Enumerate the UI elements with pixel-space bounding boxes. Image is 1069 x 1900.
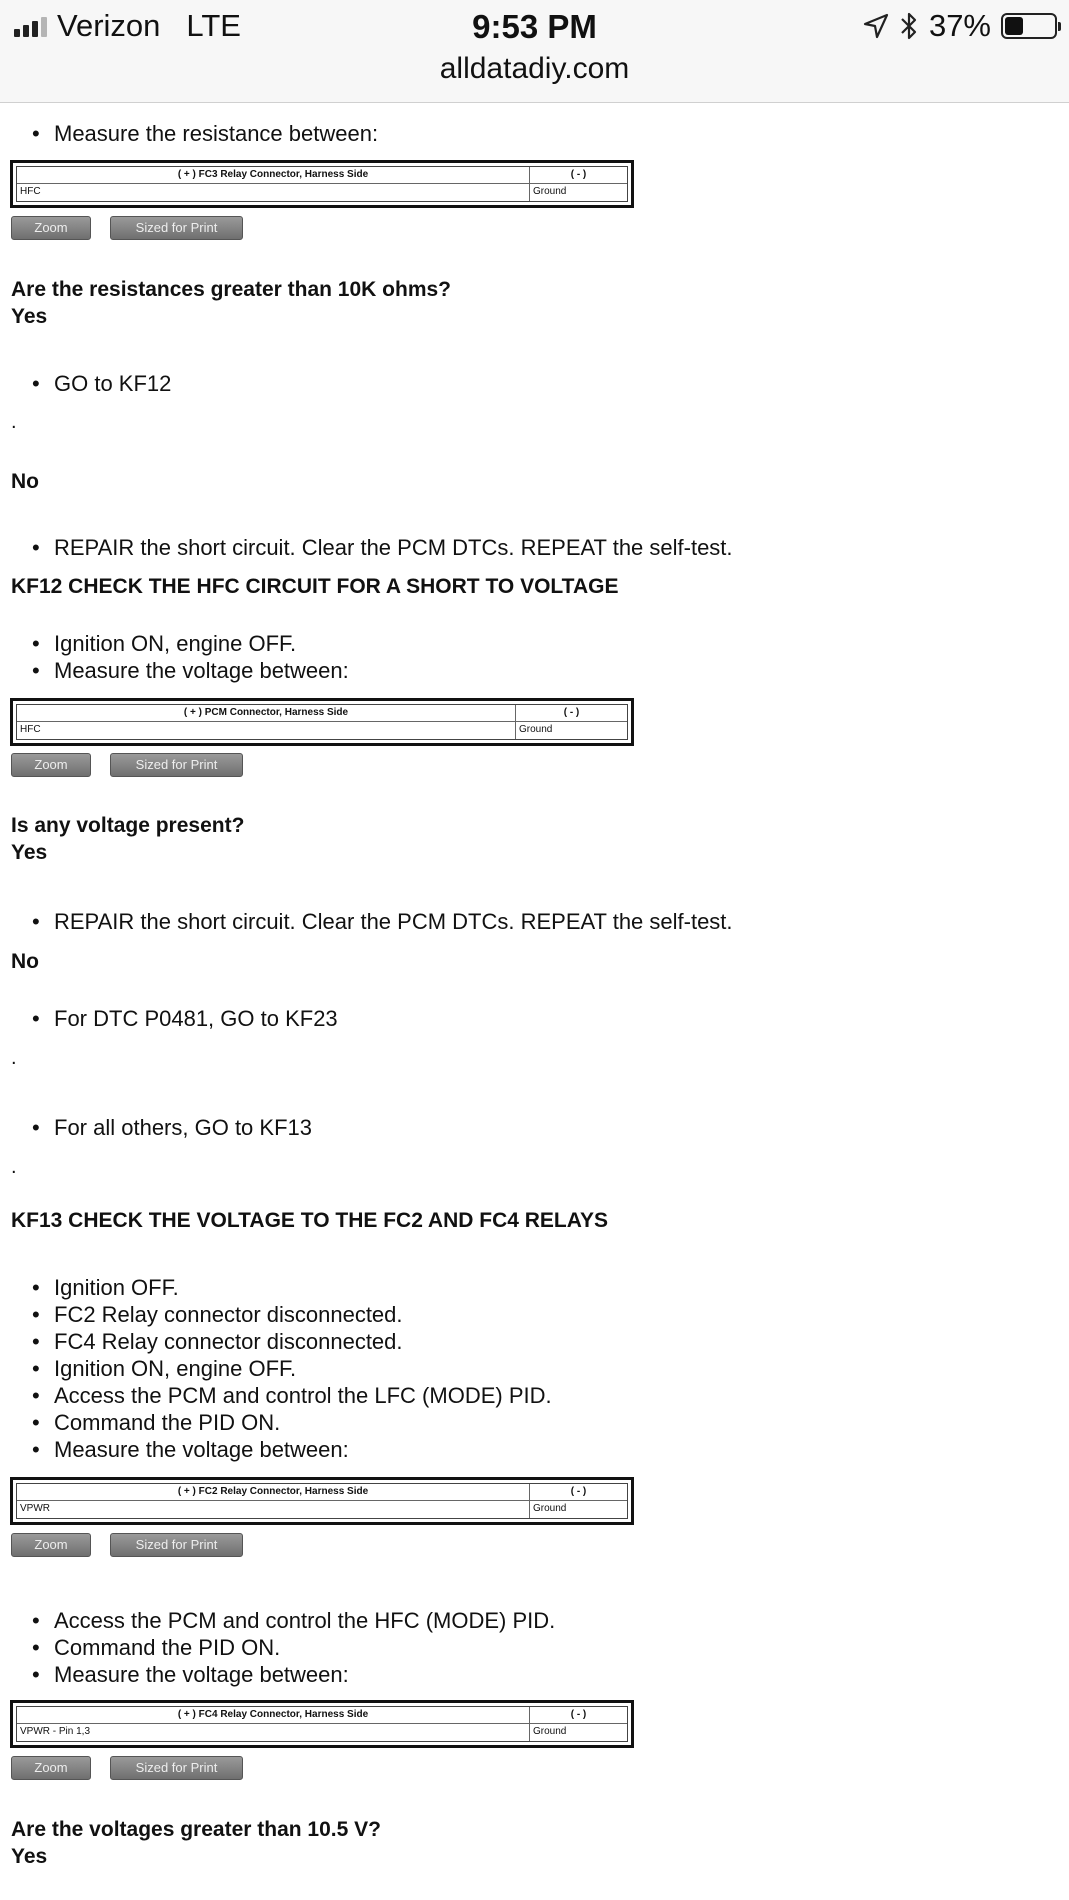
pinpoint-table-fc2 xyxy=(10,1477,634,1525)
table-cell: Ground xyxy=(533,1503,567,1514)
question: Is any voltage present? xyxy=(11,814,245,837)
list-item: • FC4 Relay connector disconnected. xyxy=(54,1328,403,1355)
list-item: • Command the PID ON. xyxy=(54,1409,280,1436)
answer-no: No xyxy=(11,950,39,973)
pinpoint-table-fc3 xyxy=(10,160,634,208)
table-header-negative: ( - ) xyxy=(563,707,580,718)
location-arrow-icon xyxy=(863,13,889,39)
list-item: • Access the PCM and control the LFC (MODE) PID. xyxy=(54,1382,552,1409)
question: Are the resistances greater than 10K ohms? xyxy=(11,278,451,301)
network-type: LTE xyxy=(186,8,241,43)
separator-dot: . xyxy=(11,1047,17,1069)
list-item: • FC2 Relay connector disconnected. xyxy=(54,1301,403,1328)
pinpoint-table-pcm xyxy=(10,698,634,746)
zoom-button[interactable]: Zoom xyxy=(11,753,91,777)
table-header-negative: ( - ) xyxy=(570,1486,587,1497)
list-item: • Ignition OFF. xyxy=(54,1274,179,1301)
table-cell: HFC xyxy=(17,722,516,739)
list-item: • Measure the resistance between: xyxy=(54,120,378,147)
zoom-button[interactable]: Zoom xyxy=(11,216,91,240)
battery-icon xyxy=(1001,13,1057,39)
list-item: • Measure the voltage between: xyxy=(54,657,349,684)
clock: 9:53 PM xyxy=(472,8,597,45)
table-header-negative: ( - ) xyxy=(570,1709,587,1720)
table-header-negative: ( - ) xyxy=(570,169,587,180)
sized-for-print-button[interactable]: Sized for Print xyxy=(110,1756,243,1780)
status-bar xyxy=(0,0,1069,103)
question: Are the voltages greater than 10.5 V? xyxy=(11,1818,381,1841)
table-header-positive: ( + ) FC3 Relay Connector, Harness Side xyxy=(17,167,530,183)
table-cell: Ground xyxy=(533,186,567,197)
answer-yes: Yes xyxy=(11,841,48,864)
address-bar-url[interactable]: alldatadiy.com xyxy=(439,52,630,85)
list-item: • REPAIR the short circuit. Clear the PCM DTCs. REPEAT the self-test. xyxy=(54,908,733,935)
table-cell: Ground xyxy=(533,1726,567,1737)
list-item: • Command the PID ON. xyxy=(54,1634,280,1661)
list-item: • REPAIR the short circuit. Clear the PCM DTCs. REPEAT the self-test. xyxy=(54,534,733,561)
table-cell: VPWR xyxy=(17,1501,530,1518)
answer-yes: Yes xyxy=(11,1845,48,1868)
sized-for-print-button[interactable]: Sized for Print xyxy=(110,753,243,777)
pinpoint-table-fc4 xyxy=(10,1700,634,1748)
table-header-positive: ( + ) FC2 Relay Connector, Harness Side xyxy=(17,1484,530,1500)
bluetooth-icon xyxy=(899,11,919,41)
carrier-name: Verizon xyxy=(57,8,161,43)
zoom-button[interactable]: Zoom xyxy=(11,1533,91,1557)
table-cell: VPWR - Pin 1,3 xyxy=(17,1724,530,1741)
table-header-positive: ( + ) PCM Connector, Harness Side xyxy=(17,705,516,721)
list-item: • Access the PCM and control the HFC (MODE) PID. xyxy=(54,1607,555,1634)
table-header-positive: ( + ) FC4 Relay Connector, Harness Side xyxy=(17,1707,530,1723)
list-item: • Measure the voltage between: xyxy=(54,1661,349,1688)
separator-dot: . xyxy=(11,1156,17,1178)
answer-yes: Yes xyxy=(11,305,48,328)
table-cell: HFC xyxy=(17,184,530,201)
sized-for-print-button[interactable]: Sized for Print xyxy=(110,216,243,240)
list-item: • For DTC P0481, GO to KF23 xyxy=(54,1005,338,1032)
table-cell: Ground xyxy=(519,724,553,735)
list-item: • Ignition ON, engine OFF. xyxy=(54,1355,296,1382)
list-item: • GO to KF12 xyxy=(54,370,171,397)
zoom-button[interactable]: Zoom xyxy=(11,1756,91,1780)
battery-percent: 37% xyxy=(928,8,991,43)
answer-no: No xyxy=(11,470,39,493)
step-heading-kf12: KF12 CHECK THE HFC CIRCUIT FOR A SHORT TO VOLTAGE xyxy=(11,575,619,598)
list-item: • Measure the voltage between: xyxy=(54,1436,349,1463)
separator-dot: . xyxy=(11,411,17,433)
step-heading-kf13: KF13 CHECK THE VOLTAGE TO THE FC2 AND FC4 RELAYS xyxy=(11,1209,609,1232)
list-item: • For all others, GO to KF13 xyxy=(54,1114,312,1141)
list-item: • Ignition ON, engine OFF. xyxy=(54,630,296,657)
status-icons xyxy=(863,8,1057,44)
sized-for-print-button[interactable]: Sized for Print xyxy=(110,1533,243,1557)
